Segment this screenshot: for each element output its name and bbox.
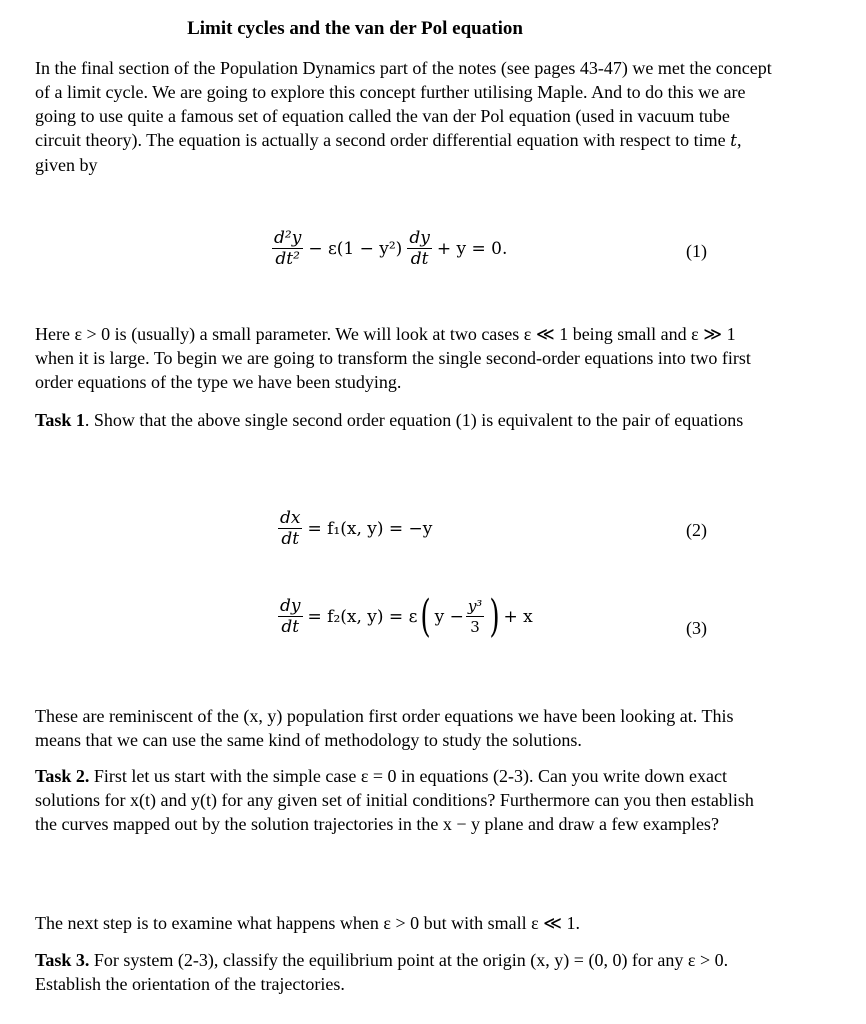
task-3-text: For system (2-3), classify the equilibrium point at the origin (x, y) = (0, 0) for any ε > 0. Establish the orientation of the trajectories.	[35, 950, 729, 994]
equation-number-1: (1)	[686, 241, 707, 261]
equation-3-rhs: = f₂(x, y) = ε	[307, 606, 418, 627]
intro-paragraph	[35, 56, 775, 177]
numerator: dy	[409, 228, 430, 248]
denominator: dt	[410, 249, 429, 269]
equation-2-rhs: = f₁(x, y) = −y	[307, 518, 433, 539]
numerator: d²y	[274, 228, 302, 248]
equation-1-middle: − ε(1 − y²)	[308, 238, 403, 259]
task-3-paragraph	[35, 948, 775, 996]
right-paren: )	[489, 590, 501, 642]
equation-1	[270, 228, 507, 269]
numerator: dy	[280, 596, 301, 616]
equation-number-2: (2)	[686, 520, 707, 540]
equation-3	[276, 590, 533, 642]
equation-3-tail: + x	[503, 606, 533, 627]
equation-number-3: (3)	[686, 618, 707, 638]
dx-dt-fraction	[278, 508, 302, 549]
denominator: 3	[470, 618, 480, 636]
equation-2	[276, 508, 432, 549]
task-2-paragraph	[35, 764, 775, 836]
task-2-text: First let us start with the simple case ε = 0 in equations (2-3). Can you write down exact solutions for x(t) and y(t) for any given set of initial conditions? Furthermore can you then establish the curves mapped out by the solution trajectories in the x − y plane and draw a few examples?	[35, 766, 754, 834]
task-2-label: Task 2.	[35, 766, 90, 786]
equation-1-tail: + y = 0.	[436, 238, 508, 259]
denominator: dt	[281, 529, 300, 549]
task-1-text: . Show that the above single second order equation (1) is equivalent to the pair of equations	[84, 410, 744, 430]
numerator: dx	[280, 508, 301, 528]
task-3-label: Task 3.	[35, 950, 90, 970]
variable-t: t	[730, 131, 737, 151]
second-derivative-fraction	[272, 228, 303, 269]
next-step-paragraph: The next step is to examine what happens when ε > 0 but with small ε ≪ 1.	[35, 913, 581, 933]
numerator: y³	[467, 597, 483, 615]
task-1-label: Task 1	[35, 410, 85, 430]
reminiscent-paragraph: These are reminiscent of the (x, y) population first order equations we have been looking at. This means that we can use the same kind of methodology to study the solutions.	[35, 706, 734, 750]
page-title: Limit cycles and the van der Pol equation	[187, 18, 523, 39]
denominator: dt	[281, 617, 300, 637]
dy-dt-fraction	[278, 596, 303, 637]
intro-text: In the final section of the Population Dynamics part of the notes (see pages 43-47) we met the concept of a limit cycle. We are going to explore this concept further utilising Maple. And to do this we are going to use quite a famous set of equation called the van der Pol equation (used in vacuum tube circuit theory). The equation is actually a second order differential equation with respect to time	[35, 58, 772, 150]
first-derivative-fraction	[407, 228, 432, 269]
equation-3-inner: y −	[434, 606, 464, 627]
denominator: dt²	[275, 249, 300, 269]
intro-text-end: , given by	[35, 130, 742, 175]
y-cubed-over-three	[466, 596, 485, 637]
task-1-paragraph	[35, 408, 775, 432]
left-paren: (	[420, 590, 432, 642]
parameter-paragraph: Here ε > 0 is (usually) a small parameter. We will look at two cases ε ≪ 1 being small and ε ≫ 1 when it is large. To begin we are going to transform the single second-order equations into two first order equations of the type we have been studying.	[35, 324, 751, 392]
